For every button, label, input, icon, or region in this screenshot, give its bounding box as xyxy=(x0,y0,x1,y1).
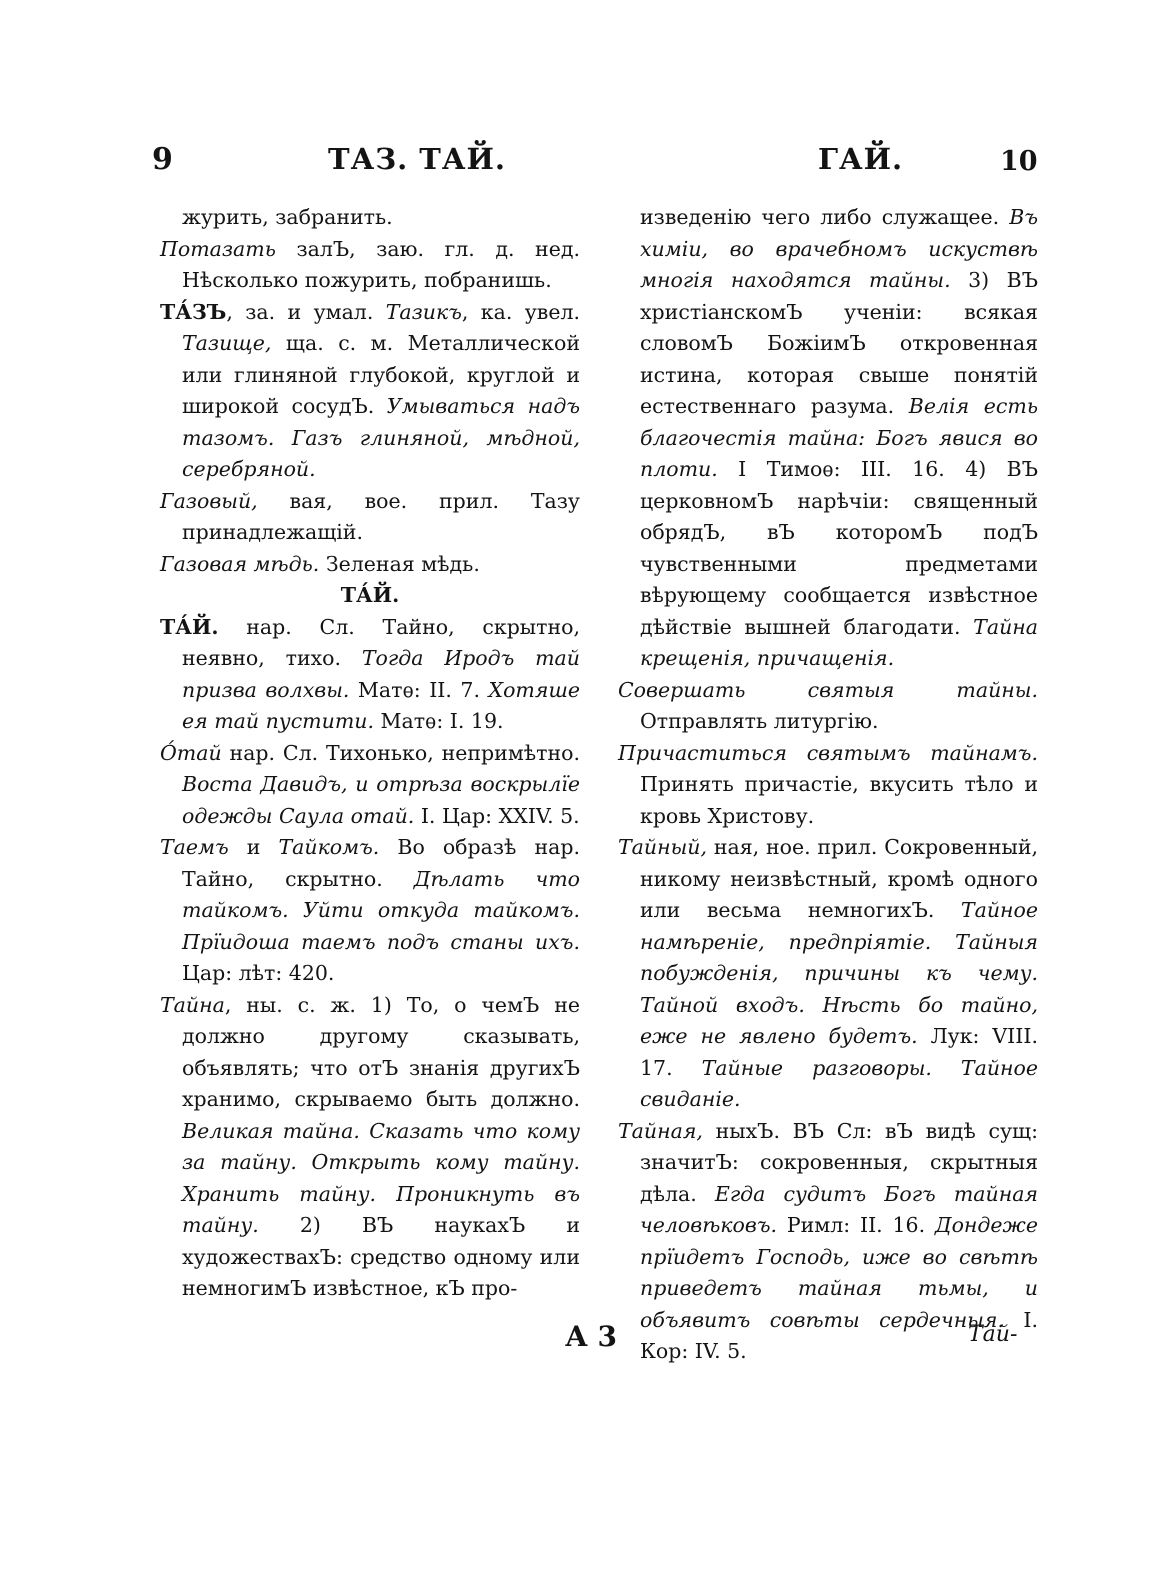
headword: Тайная, xyxy=(618,1118,703,1143)
entry-tainaya: Тайная, ныхЪ. ВЪ Сл: вЪ видѣ сущ: значитЪ: сокровенныя, скрытныя дѣла. Егда судитъ Богъ тайная человѣковъ. Римл: II. 16. Дондеже прїидетъ Господь, иже во свѣтѣ приведетъ тайная тьмы, и объявитъ совѣты сердечныя. I. Кор: IV. 5. xyxy=(618,1118,1038,1363)
page-number-left: 9 xyxy=(152,142,173,177)
headword: ТА́Й. xyxy=(160,614,219,639)
running-header xyxy=(0,142,1163,192)
headword: Таемъ xyxy=(160,835,229,859)
headword: Совершать святыя тайны. xyxy=(618,677,1038,702)
entry-sovershat: Совершать святыя тайны. Отправлять литургію. xyxy=(618,677,1038,733)
signature-mark: А 3 xyxy=(565,1320,618,1353)
entry-tazovaya-med: Газовая мѣдь. Зеленая мѣдь. xyxy=(160,551,480,576)
running-head-left: ТАЗ. ТАЙ. xyxy=(328,142,507,176)
entry-taem: Таемъ и Тайкомъ. Во образѣ нар. Тайно, скрытно. Дѣлать что тайкомъ. Уйти откуда тайкомъ. Прїидоша таемъ подъ станы ихъ. Цар: лѣт: 420. xyxy=(160,835,580,985)
entry-tazovyi: Газовый, вая, вое. прил. Тазу принадлежащій. xyxy=(160,488,580,544)
section-heading: ТА́Й. xyxy=(340,583,400,607)
entry-taz: ТА́ЗЪ, за. и умал. Тазикъ, ка. увел. Тазище, ща. с. м. Металлической или глиняной глубокой, круглой и широкой сосудЪ. Умываться надъ тазомъ. Газъ глиняной, мѣдной, серебряной. xyxy=(160,299,581,481)
headword: Причаститься святымъ тайнамъ. xyxy=(618,740,1038,765)
right-column xyxy=(618,202,1038,1368)
headword: Тайный, xyxy=(618,835,708,859)
running-head-right: ГАЙ. xyxy=(818,142,904,176)
headword: Тайна xyxy=(160,992,225,1017)
page-number-right: 10 xyxy=(1000,146,1038,177)
continued-text: изведенію чего либо служащее. Въ химіи, во врачебномъ искуствѣ многія находятся тайны. 3) ВЪ христіанскомЪ ученіи: всякая словомЪ БожіимЪ откровенная истина, которая свыше понятій естественнаго разума. Велія есть благочестія тайна: Богъ явися во плоти. I Тимоѳ: III. 16. 4) ВЪ церковномЪ нарѣчіи: священный обрядЪ, вЪ которомЪ подЪ чувственными предметами вѣрующему сообщается извѣстное дѣйствіе вышней благодати. Тайна крещенія, причащенія. xyxy=(640,205,1038,670)
headword: Газовый, xyxy=(160,488,258,513)
headword: ТА́ЗЪ xyxy=(160,299,227,324)
entry-tainyi: Тайный, ная, ное. прил. Сокровенный, никому неизвѣстный, кромѣ одного или весьма немногихЪ. Тайное намѣреніе, предпріятіе. Тайныя побужденія, причины къ чему. Тайной входъ. Нѣсть бо тайно, еже не явлено будетъ. Лук: VIII. 17. Тайные разговоры. Тайное свиданіе. xyxy=(618,835,1038,1111)
headword: Потазать xyxy=(160,236,276,261)
catchword: Тай- xyxy=(968,1322,1018,1347)
left-column xyxy=(160,202,580,1305)
headword: Газовая мѣдь. xyxy=(160,551,320,576)
entry-otai: О́тай нар. Сл. Тихонько, непримѣтно. Воста Давидъ, и отрѣза воскрылїе одежды Саула отай. I. Цар: XXIV. 5. xyxy=(160,740,580,828)
entry-taina: Тайна, ны. с. ж. 1) То, о чемЪ не должно другому сказывать, объявлять; что отЪ знанія другихЪ хранимо, скрываемо быть должно. Великая тайна. Сказать что кому за тайну. Открыть кому тайну. Хранить тайну. Проникнуть въ тайну. 2) ВЪ наукахЪ и художествахЪ: средство одному или немногимЪ извѣстное, кЪ про- xyxy=(160,992,580,1300)
entry-tai: ТА́Й. нар. Сл. Тайно, скрытно, неявно, тихо. Тогда Иродъ тай призва волхвы. Матѳ: II. 7. Хотяше ея тай пустити. Матѳ: I. 19. xyxy=(160,614,580,733)
entry-potazat: Потазать залЪ, заю. гл. д. нед. Нѣсколько пожурить, побранишь. xyxy=(160,236,580,292)
continued-text: журить, забранить. xyxy=(182,205,393,229)
headword: О́тай xyxy=(160,740,222,765)
entry-prichastitsya: Причаститься святымъ тайнамъ. Принять причастіе, вкусить тѣло и кровь Христову. xyxy=(618,740,1038,828)
